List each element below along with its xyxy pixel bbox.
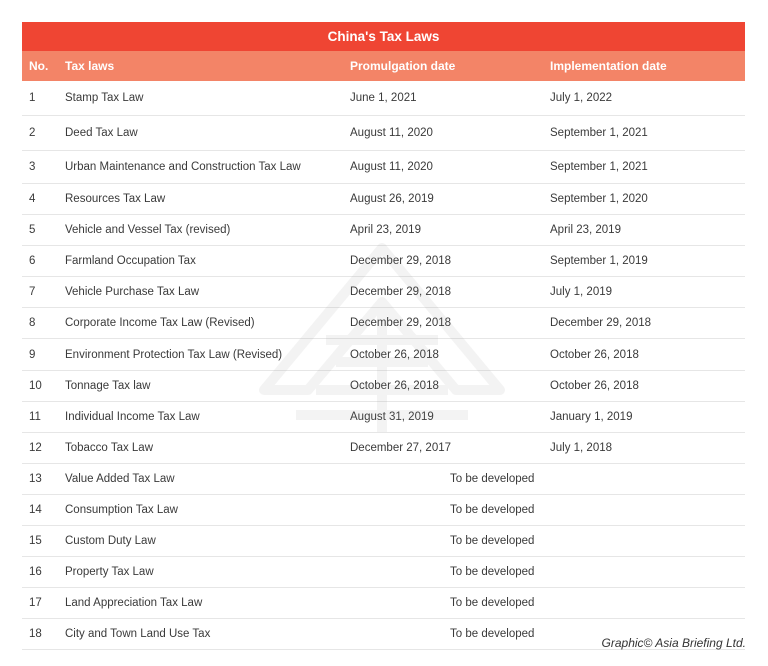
- row-number: 9: [29, 348, 36, 361]
- graphic-credit: Graphic© Asia Briefing Ltd.: [601, 636, 746, 650]
- promulgation-date: August 11, 2020: [350, 161, 433, 173]
- implementation-date: September 1, 2020: [550, 193, 648, 205]
- table-body: [22, 81, 745, 650]
- tax-law-name: Deed Tax Law: [65, 127, 138, 139]
- header-no: No.: [29, 59, 49, 73]
- table-row: [22, 246, 745, 277]
- row-number: 16: [29, 566, 42, 578]
- table-row: [22, 495, 745, 526]
- tax-law-name: Vehicle Purchase Tax Law: [65, 286, 200, 298]
- row-number: 12: [29, 442, 42, 454]
- promulgation-date: December 29, 2018: [350, 317, 452, 329]
- promulgation-date: April 23, 2019: [350, 224, 421, 236]
- tax-law-name: Environment Protection Tax Law (Revised): [65, 348, 283, 361]
- promulgation-date: August 31, 2019: [350, 411, 434, 423]
- tax-law-name: Individual Income Tax Law: [65, 411, 200, 423]
- row-number: 3: [29, 161, 36, 173]
- table-row: [22, 184, 745, 215]
- development-status: To be developed: [450, 566, 535, 578]
- table-header-row: [22, 51, 745, 81]
- promulgation-date: December 29, 2018: [350, 255, 452, 267]
- implementation-date: October 26, 2018: [550, 348, 639, 361]
- header-implementation-date: Implementation date: [550, 59, 667, 73]
- tax-law-name: Stamp Tax Law: [65, 92, 144, 104]
- row-number: 15: [29, 535, 42, 547]
- table-row: [22, 339, 745, 371]
- implementation-date: September 1, 2021: [550, 161, 648, 173]
- table-row: [22, 464, 745, 495]
- promulgation-date: June 1, 2021: [350, 92, 417, 104]
- table-row: [22, 81, 745, 116]
- row-number: 1: [29, 92, 36, 104]
- implementation-date: September 1, 2021: [550, 127, 648, 139]
- header-tax-laws: Tax laws: [65, 59, 115, 73]
- development-status: To be developed: [450, 473, 535, 485]
- row-number: 14: [29, 504, 42, 516]
- header-promulgation-date: Promulgation date: [350, 59, 456, 73]
- promulgation-date: December 29, 2018: [350, 286, 452, 298]
- development-status: To be developed: [450, 597, 535, 609]
- row-number: 4: [29, 193, 36, 205]
- tax-law-name: Custom Duty Law: [65, 535, 156, 547]
- row-number: 5: [29, 224, 36, 236]
- tax-law-name: Tobacco Tax Law: [65, 442, 154, 454]
- implementation-date: July 1, 2022: [550, 92, 613, 104]
- table-row: [22, 526, 745, 557]
- table-title: China's Tax Laws: [22, 22, 745, 51]
- implementation-date: April 23, 2019: [550, 224, 621, 236]
- table-row: [22, 588, 745, 619]
- tax-law-name: Corporate Income Tax Law (Revised): [65, 317, 255, 329]
- promulgation-date: December 27, 2017: [350, 442, 452, 454]
- implementation-date: September 1, 2019: [550, 255, 648, 267]
- table-row: [22, 116, 745, 151]
- tax-law-name: Tonnage Tax law: [65, 380, 151, 392]
- table-row: [22, 433, 745, 464]
- table-row: [22, 308, 745, 339]
- promulgation-date: October 26, 2018: [350, 380, 439, 392]
- table-row: [22, 215, 745, 246]
- promulgation-date: August 11, 2020: [350, 127, 433, 139]
- implementation-date: July 1, 2018: [550, 442, 613, 454]
- row-number: 8: [29, 317, 36, 329]
- row-number: 11: [29, 411, 41, 423]
- promulgation-date: August 26, 2019: [350, 193, 434, 205]
- implementation-date: October 26, 2018: [550, 380, 639, 392]
- development-status: To be developed: [450, 504, 535, 516]
- tax-laws-table: [22, 22, 745, 650]
- row-number: 6: [29, 255, 36, 267]
- tax-law-name: Farmland Occupation Tax: [65, 255, 196, 267]
- table-row: [22, 402, 745, 433]
- table-row: [22, 151, 745, 184]
- promulgation-date: October 26, 2018: [350, 348, 439, 361]
- row-number: 18: [29, 628, 42, 640]
- tax-law-name: Land Appreciation Tax Law: [65, 597, 203, 609]
- tax-law-name: Vehicle and Vessel Tax (revised): [65, 224, 231, 236]
- row-number: 13: [29, 473, 42, 485]
- tax-law-name: Consumption Tax Law: [65, 504, 178, 516]
- table-row: [22, 557, 745, 588]
- development-status: To be developed: [450, 535, 535, 547]
- row-number: 17: [29, 597, 42, 609]
- table-row: [22, 277, 745, 308]
- table-row: [22, 371, 745, 402]
- tax-law-name: Value Added Tax Law: [65, 473, 175, 485]
- tax-law-name: Resources Tax Law: [65, 193, 166, 205]
- implementation-date: July 1, 2019: [550, 286, 613, 298]
- tax-law-name: Property Tax Law: [65, 566, 154, 578]
- row-number: 10: [29, 380, 42, 392]
- row-number: 7: [29, 286, 36, 298]
- implementation-date: December 29, 2018: [550, 317, 652, 329]
- tax-law-name: City and Town Land Use Tax: [65, 628, 211, 640]
- tax-law-name: Urban Maintenance and Construction Tax Law: [65, 161, 301, 173]
- implementation-date: January 1, 2019: [550, 411, 633, 423]
- row-number: 2: [29, 127, 36, 139]
- development-status: To be developed: [450, 628, 535, 640]
